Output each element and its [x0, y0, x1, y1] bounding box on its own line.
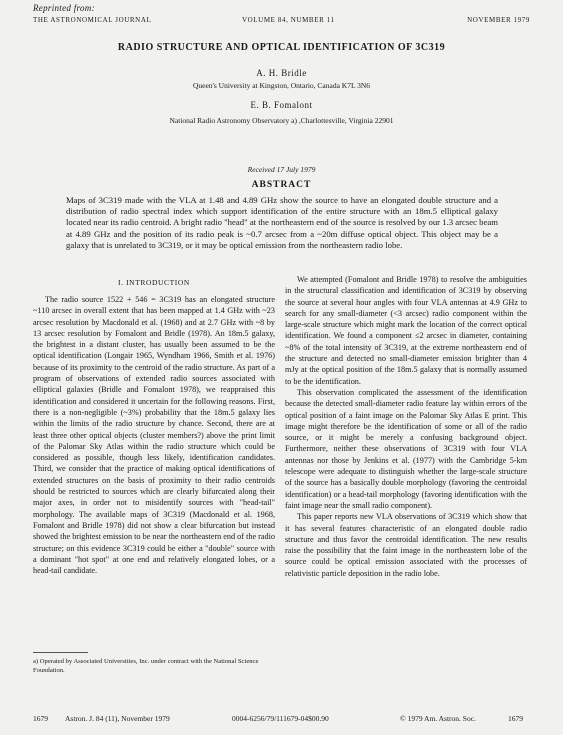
- left-paragraph-1: The radio source 1522 + 546 = 3C319 has an elongated structure ~110 arcsec in overall extent that has been mapped at 1.4 GHz with ~23 arcsec resolution by Macdonald et al. (1968) and at 2.7 GHz with ~8 by 13 arcsec resolution by Fomalont and Bridle (1978). An 18m.5 galaxy, the brightest in a distant cluster, has usually been assumed to be the optical identification (Longair 1965, Wyndham 1966, Smith et al. 1976) because of its proximity to the centroid of the radio structure. As part of a program of observations of extended radio sources associated with elliptical galaxies (Bridle and Fomalont 1978), we reappraised this identification and considered it uncertain for the following reasons. First, there is a non-negligible (~3%) probability that the 18m.5 galaxy lies within the limits of the radio structure by chance. Second, there are at least three other optical objects (cluster members?) above the print limit of the Palomar Sky Atlas within the radio structure which could be considered as possible, though less likely, identification candidates. Third, we consider that the practice of making optical identifications of extended structures on the basis of proximity to their radio centroids should be restricted to sources which are clearly bifurcated along their major axes, in order not to misidentify sources with "head-tail" morphology. The available maps of 3C319 (Macdonald et al. 1968, Fomalont and Bridle 1978) did not show a clear bifurcation but instead showed the brightest emission to be near the northeastern end of the radio structure; on this evidence 3C319 could be either a "double" source with a dominant "hot spot" at one end and relatively elongated lobes, or a head-tail candidate.: [33, 295, 275, 576]
- right-paragraph-1: We attempted (Fomalont and Bridle 1978) to resolve the ambiguities in the structural classification and identification of 3C319 by observing the source at several hour angles with four VLA antennas at 4.9 GHz to search for any small-diameter (<3 arcsec) radio component within the large-scale structure which might mark the location of the correct optical identification. We found a component ≤2 arcsec in diameter, containing ~8% of the total intensity of 3C319, at the extreme northeastern end of the structure and detected no small-diameter emission brighter than 4 mJy at the optical position of the 18m.5 galaxy that is normally assumed to be the identification.: [285, 275, 527, 386]
- section-heading: I. INTRODUCTION: [118, 278, 190, 287]
- paper-title: RADIO STRUCTURE AND OPTICAL IDENTIFICATION OF 3C319: [117, 42, 446, 53]
- right-paragraph-2: This observation complicated the assessment of the identification because the detected small-diameter radio feature lay within errors of the optical position of a faint image on the Palomar Sky Atlas E print. This image might therefore be the identification of some or all of the radio source, or it might be merely a confusing background object. Furthermore, neither these observations of 3C319 with four VLA antennas nor those by Jenkins et al. (1977) with the Cambridge 5-km telescope were adequate to distinguish whether the large-scale structure of the source has a basically double morphology (favoring the centroidal identification) or a head-tail morphology (favoring identification with the faint image near the small radio component).: [285, 387, 527, 510]
- author-name-1: A. H. Bridle: [256, 68, 307, 78]
- journal-citation: Astron. J. 84 (11), November 1979: [65, 714, 170, 723]
- volume-number: VOLUME 84, NUMBER 11: [242, 16, 335, 24]
- footnote: a) Operated by Associated Universities, Inc. under contract with the National Science Foundation.: [33, 658, 259, 674]
- copyright-notice: © 1979 Am. Astron. Soc.: [400, 714, 476, 723]
- right-paragraph-3: This paper reports new VLA observations of 3C319 which show that it has several features characteristic of an elongated double radio structure and thus favor the centroidal identification. The new results raise the possibility that the faint image in the northeastern lobe of the source could be optical emission associated with the processes of relativistic particle deposition in the radio lobe.: [285, 512, 527, 578]
- author-name-2: E. B. Fomalont: [250, 100, 313, 110]
- article-code: 0004-6256/79/111679-04$00.90: [232, 714, 329, 723]
- author-affiliation-2: National Radio Astronomy Observatory a) ,Charlottesville, Virginia 22901: [169, 116, 394, 125]
- page-number-right: 1679: [508, 714, 523, 723]
- author-affiliation-1: Queen's University at Kingston, Ontario, Canada K7L 3N6: [192, 81, 371, 90]
- right-column: [285, 274, 527, 579]
- abstract-text: Maps of 3C319 made with the VLA at 1.48 and 4.89 GHz show the source to have an elongated double structure and a distribution of radio spectral index which support identification of the entire structure with an 18m.5 elliptical galaxy located near its radio centroid. A bright radio "head" at the northeastern end of the source is resolved by our 1.3 arcsec beam at 4.89 GHz and the position of its radio peak is ~0.7 arcsec from a ~20m diffuse optical object. This object may be a galaxy that is unrelated to 3C319, or it may be optical emission from the northeastern radio lobe.: [66, 195, 498, 250]
- footnote-rule: [33, 652, 88, 653]
- issue-date: NOVEMBER 1979: [467, 16, 530, 24]
- received-date: Received 17 July 1979: [247, 165, 316, 174]
- left-column: [33, 294, 275, 576]
- journal-name: THE ASTRONOMICAL JOURNAL: [33, 16, 152, 24]
- abstract-heading: ABSTRACT: [251, 180, 312, 190]
- reprint-label: Reprinted from:: [33, 3, 95, 13]
- page-number-left: 1679: [33, 714, 48, 723]
